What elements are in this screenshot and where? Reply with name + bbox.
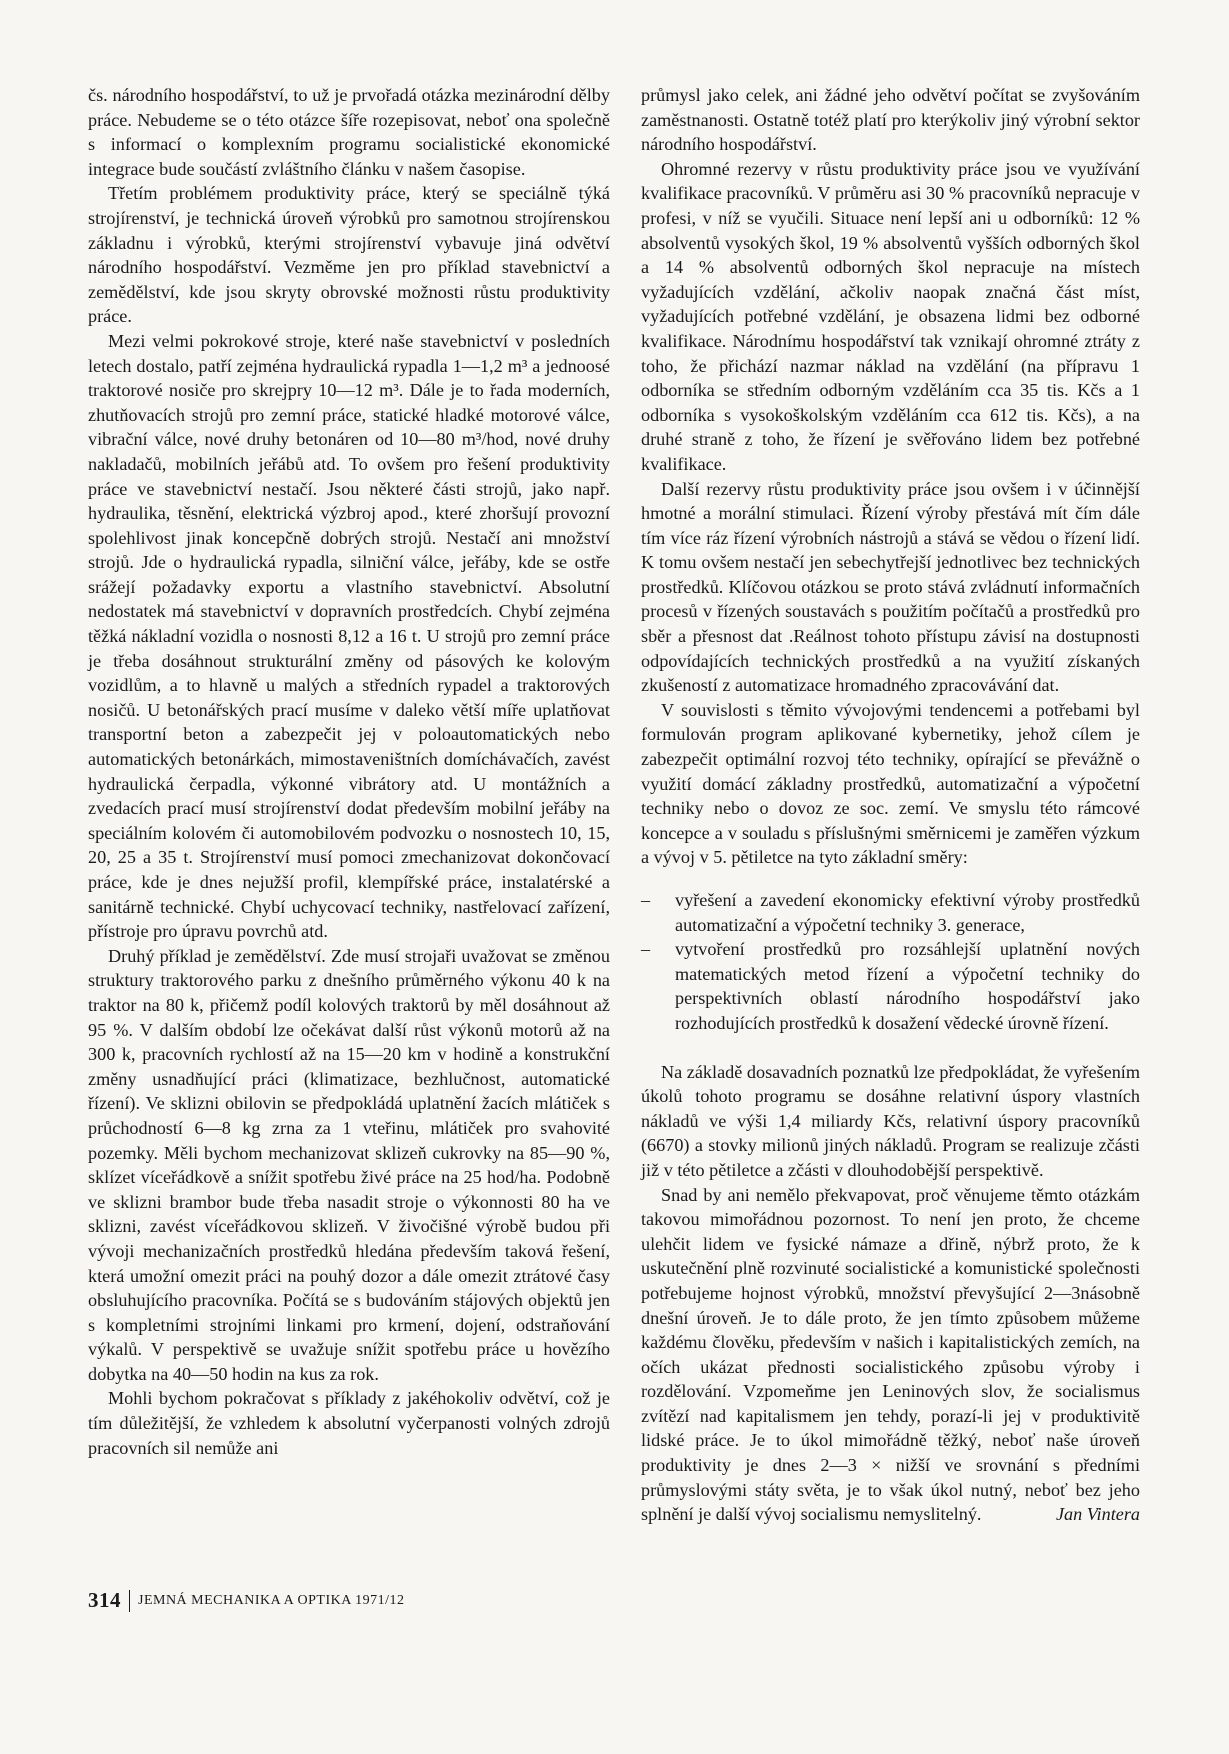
paragraph: čs. národního hospodářství, to už je prvořadá otázka mezinárodní dělby práce. Nebudeme se o této otázce šíře rozepisovat, neboť ona společně s informací o komplexním programu socialistické ekonomické integrace bude součástí zvláštního článku v našem časopise. [88, 85, 610, 179]
left-column [88, 83, 610, 1460]
paragraph: Na základě dosavadních poznatků lze předpokládat, že vyřešením úkolů tohoto programu se dosáhne relativní úspory vlastních nákladů ve výši 1,4 miliardy Kčs, relativní úspory pracovníků (6670) a stovky milionů jiných nákladů. Program se realizuje zčásti již v této pětiletce a zčásti v dlouhodobější perspektivě. [641, 1061, 1140, 1180]
paragraph: Mezi velmi pokrokové stroje, které naše stavebnictví v posledních letech dostalo, patří zejména hydraulická rypadla 1—1,2 m³ a jednoosé traktorové nosiče pro skrejpry 10—12 m³. Dále je to řada moderních, zhutňovacích strojů pro zemní práce, statické hladké motorové válce, vibrační válce, nové druhy betonáren od 10—80 m³/hod, nové druhy nakladačů, mobilních jeřábů atd. To ovšem pro řešení produktivity práce ve stavebnictví nestačí. Jsou některé části strojů, jako např. hydraulika, těsnění, elektrická výzbroj apod., které zhoršují provozní spolehlivost jinak koncepčně dobrých strojů. Nestačí ani množství strojů. Jde o hydraulická rypadla, silniční válce, jeřáby, kde se ostře srážejí požadavky exportu a vlastního stavebnictví. Absolutní nedostatek má stavebnictví v dopravních prostředcích. Chybí zejména těžká nákladní vozidla o nosnosti 8,12 a 16 t. U strojů pro zemní práce je třeba dosáhnout strukturální změny od pásových ke kolovým vozidlům, a to hlavně u malých a středních rypadel a traktorových nosičů. U betonářských prací musíme v daleko větší míře uplatňovat transportní beton a zabezpečit jej v poloautomatických nebo automatických betonárkách, mimostaveništních domíchávačích, zavést hydraulická čerpadla, výkonné vibrátory atd. U montážních a zvedacích prací musí strojírenství dodat především mobilní jeřáby na speciálním kolovém či automobilovém podvozku o nosnostech 10, 15, 20, 25 a 35 t. Strojírenství musí pomoci zmechanizovat dokončovací práce, kde je dnes nejužší profil, klempířské práce, instalatérské a sanitárně technické. Chybí uchycovací techniky, nastřelovací zařízení, přístroje pro úpravu povrchů atd. [88, 330, 610, 942]
bullet-list [641, 888, 1140, 1036]
paragraph: V souvislosti s těmito vývojovými tendencemi a potřebami byl formulován program aplikované kybernetiky, jehož cílem je zabezpečit optimální rozvoj této techniky, opírající se převážně o využití domácí základny prostředků, automatizační a výpočetní techniky nebo o dovoz ze soc. zemí. Ve smyslu této rámcové koncepce a v souladu s příslušnými směrnicemi je zaměřen výzkum a vývoj v 5. pětiletce na tyto základní směry: [641, 699, 1140, 868]
paragraph: Ohromné rezervy v růstu produktivity práce jsou ve využívání kvalifikace pracovníků. V průměru asi 30 % pracovníků nepracuje v profesi, v níž se vyučili. Situace není lepší ani u odborníků: 12 % absolventů vysokých škol, 19 % absolventů vyšších odborných škol a 14 % absolventů odborných škol nepracuje na místech vyžadujících vzdělání, ačkoliv naopak značná část míst, vyžadujících potřebné vzdělání, je obsazena lidmi bez odborné kvalifikace. Národnímu hospodářství tak vznikají ohromné ztráty z toho, že přichází nazmar náklad na vzdělání (na přípravu 1 odborníka se středním odborným vzděláním cca 35 tis. Kčs a 1 odborníka s vysokoškolským vzděláním cca 612 tis. Kčs), a na druhé straně z toho, že řízení je svěřováno lidem bez potřebné kvalifikace. [641, 158, 1140, 474]
list-item: – vytvoření prostředků pro rozsáhlejší uplatnění nových matematických metod řízení a výpočetní techniky do perspektivních oblastí národního hospodářství jako rozhodujících prostředků k dosažení vědecké úrovně řízení. [641, 937, 1140, 1035]
paragraph: Mohli bychom pokračovat s příklady z jakéhokoliv odvětví, což je tím důležitější, že vzhledem k absolutní vyčerpanosti volných zdrojů pracovních sil nemůže ani [88, 1388, 610, 1458]
page-footer [88, 1588, 404, 1613]
paragraph: Třetím problémem produktivity práce, který se speciálně týká strojírenství, je technická úroveň výrobků pro samotnou strojírenskou základnu i výrobků, kterými strojírenství vybavuje jiná odvětví národního hospodářství. Vezměme jen pro příklad stavebnictví a zemědělství, kde jsou skryty obrovské možnosti růstu produktivity práce. [88, 183, 610, 327]
page-number: 314 [88, 1588, 121, 1612]
right-column [641, 83, 1140, 1527]
author-signature: Jan Vintera [1055, 1504, 1140, 1525]
paragraph: průmysl jako celek, ani žádné jeho odvětví počítat se zvyšováním zaměstnanosti. Ostatně totéž platí pro kterýkoliv jiný výrobní sektor národního hospodářství. [641, 85, 1140, 155]
paragraph: Další rezervy růstu produktivity práce jsou ovšem i v účinnější hmotné a morální stimulaci. Řízení výroby přestává mít čím dále tím více ráz řízení výrobních nástrojů a stává se vědou o řízení lidí. K tomu ovšem nestačí jen sebechytřejší jednotlivec bez technických prostředků. Klíčovou otázkou se proto stává zvládnutí informačních procesů v řízených soustavách s použitím počítačů a prostředků pro sběr a přesnost dat .Reálnost tohoto přístupu závisí na dostupnosti odpovídajících technických prostředků a na využití získaných zkušeností z automatizace hromadného zpracovávání dat. [641, 478, 1140, 696]
footer-divider [129, 1590, 130, 1612]
paragraph: Snad by ani nemělo překvapovat, proč věnujeme těmto otázkám takovou mimořádnou pozornost. To není jen proto, že chceme ulehčit lidem ve fysické námaze a dřině, nýbrž proto, že k uskutečnění plně rozvinuté socialistické a komunistické společnosti potřebujeme hojnost výrobků, množství převyšující 2—3násobně dnešní úroveň. Je to dále proto, že jen tímto způsobem můžeme každému člověku, především v našich i kapitalistických zemích, na očích ukázat přednosti socialistického způsobu výroby i rozdělování. Vzpomeňme jen Leninových slov, že socialismus zvítězí nad kapitalismem jen tehdy, porazí-li jej v produktivitě lidské práce. Je to úkol mimořádně těžký, neboť naše úroveň produktivity je dnes 2—3 × nižší ve srovnání s předními průmyslovými státy světa, je to však úkol nutný, neboť bez jeho splnění je další vývoj socialismu nemyslitelný. [641, 1184, 1140, 1525]
journal-title: JEMNÁ MECHANIKA A OPTIKA 1971/12 [138, 1592, 405, 1608]
list-item: – vyřešení a zavedení ekonomicky efektivní výroby prostředků automatizační a výpočetní techniky 3. generace, [641, 888, 1140, 937]
paragraph: Druhý příklad je zemědělství. Zde musí strojaři uvažovat se změnou struktury traktorového parku z dnešního průměrného výkonu 40 k na traktor na 80 k, přičemž podíl kolových traktorů by měl dosáhnout až 95 %. V dalším období lze očekávat další růst výkonů motorů až na 300 k, pracovních rychlostí až na 15—20 km v hodině a konstrukční změny usnadňující práci (klimatizace, bezhlučnost, automatické řízení). Ve sklizni obilovin se předpokládá uplatnění žacích mlátiček s průchodností 6—8 kg zrna za 1 vteřinu, mlátiček pro svahovité pozemky. Měli bychom mechanizovat sklizeň cukrovky na 85—90 %, sklízet víceřádkově a snížit spotřebu živé práce na 25 hod/ha. Podobně ve sklizni brambor bude třeba nasadit stroje o výkonnosti 80 ha ve sklizni, zavést víceřádkovou sklizeň. V živočišné výrobě budou při vývoji mechanizačních prostředků hledána především taková řešení, která umožní omezit práci na pouhý dozor a dále omezit ztrátové časy obsluhujícího pracovníka. Počítá se s budováním stájových objektů jen s kompletními strojními linkami pro krmení, dojení, odstraňování výkalů. V perspektivě se uvažuje snížit spotřebu práce u hovězího dobytka na 40—50 hodin na kus za rok. [88, 945, 610, 1384]
